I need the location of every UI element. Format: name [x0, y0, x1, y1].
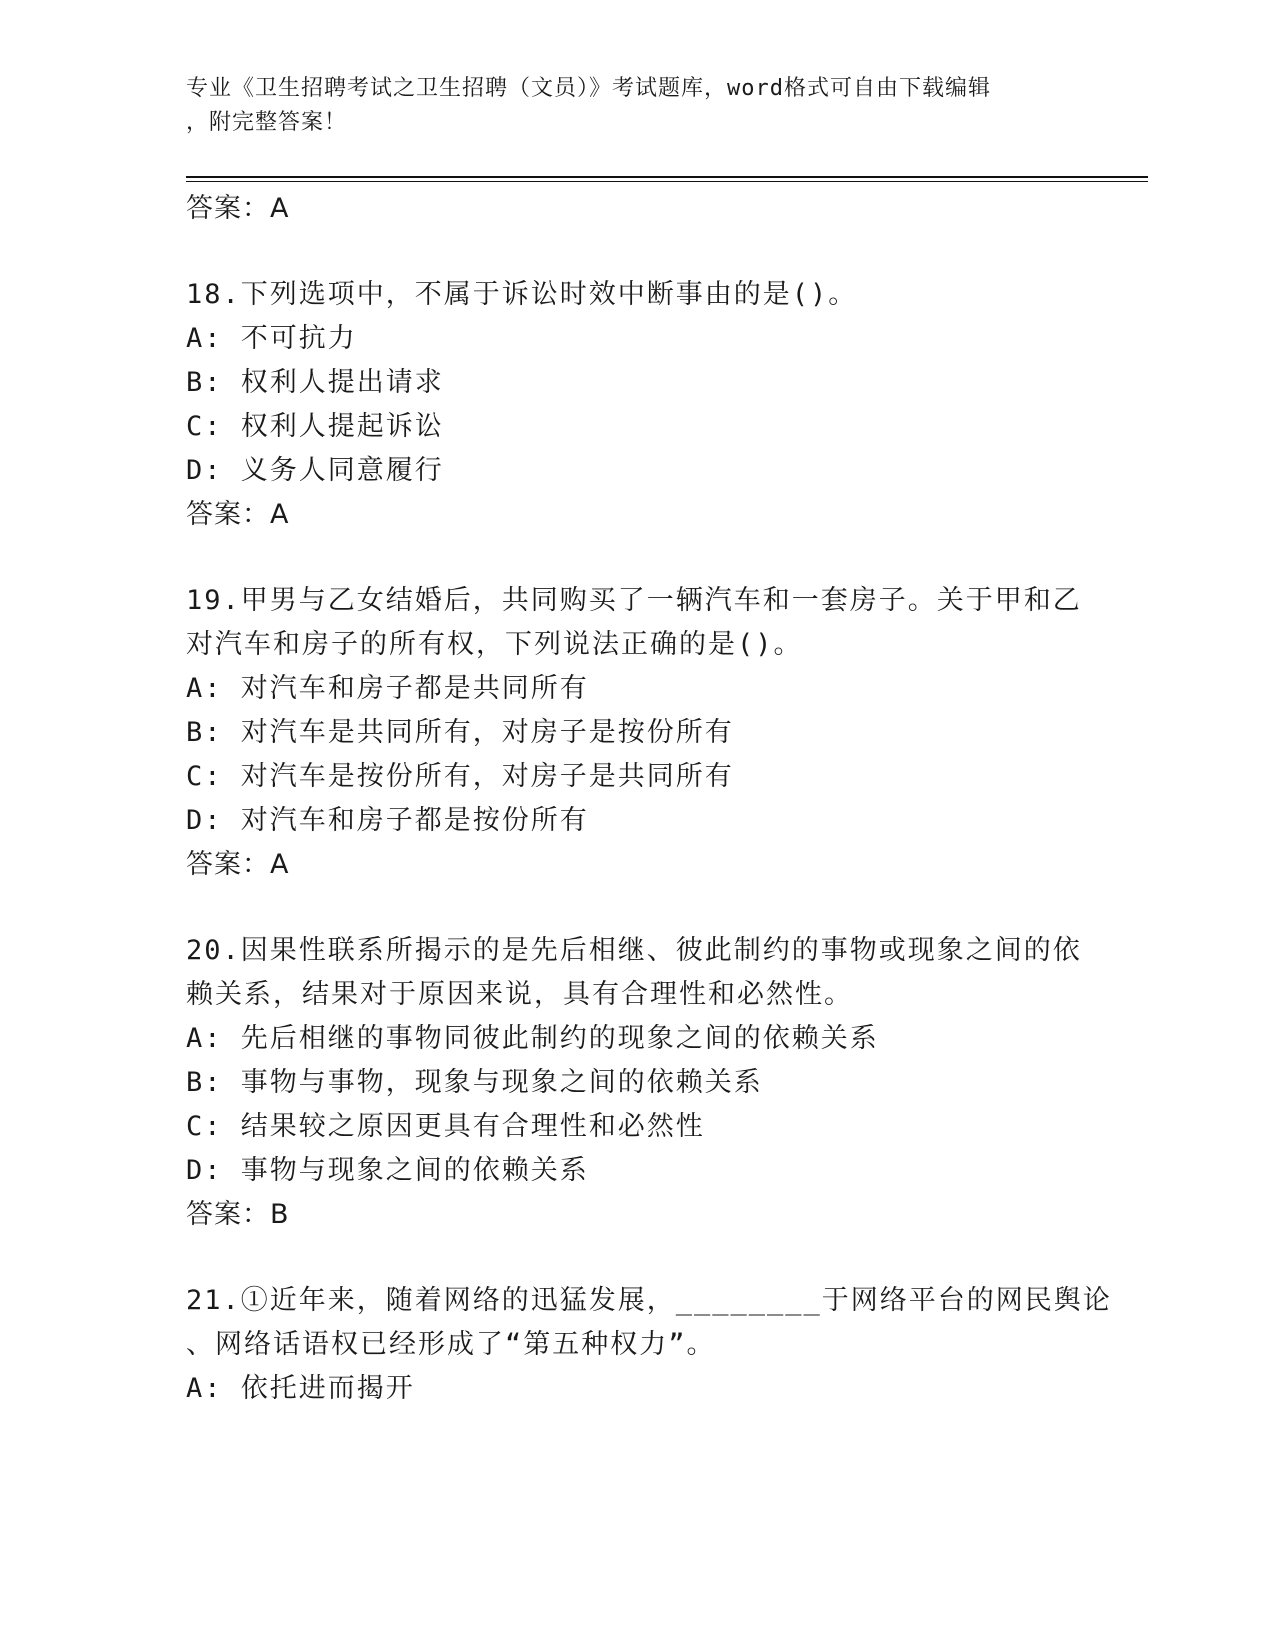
- option-a: A: 先后相继的事物同彼此制约的现象之间的依赖关系: [186, 1023, 879, 1054]
- header-line-1: 专业《卫生招聘考试之卫生招聘（文员）》考试题库，word格式可自由下载编辑: [186, 76, 991, 101]
- answer-line: 答案：A: [186, 849, 290, 880]
- option-c: C: 结果较之原因更具有合理性和必然性: [186, 1111, 705, 1142]
- option-b: B: 事物与事物，现象与现象之间的依赖关系: [186, 1067, 763, 1098]
- question-stem: 对汽车和房子的所有权，下列说法正确的是()。: [186, 629, 803, 660]
- option-d: D: 事物与现象之间的依赖关系: [186, 1155, 589, 1186]
- answer-line: 答案：A: [186, 499, 290, 530]
- question-stem: 19.甲男与乙女结婚后，共同购买了一辆汽车和一套房子。关于甲和乙: [186, 585, 1082, 616]
- option-a: A: 对汽车和房子都是共同所有: [186, 673, 589, 704]
- header-rule-thick: [186, 176, 1148, 178]
- question-stem: 、网络话语权已经形成了“第五种权力”。: [186, 1329, 716, 1360]
- question-stem: 20.因果性联系所揭示的是先后相继、彼此制约的事物或现象之间的依: [186, 935, 1082, 966]
- option-d: D: 义务人同意履行: [186, 455, 444, 486]
- header-line-2: ，附完整答案！: [186, 110, 348, 135]
- question-stem: 21.①近年来，随着网络的迅猛发展，________于网络平台的网民舆论: [186, 1285, 1112, 1316]
- option-b: B: 权利人提出请求: [186, 367, 444, 398]
- document-header: [186, 72, 1066, 140]
- option-b: B: 对汽车是共同所有，对房子是按份所有: [186, 717, 734, 748]
- option-a: A: 依托进而揭开: [186, 1373, 415, 1404]
- answer-line: 答案：B: [186, 1199, 290, 1230]
- option-c: C: 对汽车是按份所有，对房子是共同所有: [186, 761, 734, 792]
- header-rule-thin: [186, 181, 1148, 182]
- option-c: C: 权利人提起诉讼: [186, 411, 444, 442]
- answer-line: 答案：A: [186, 193, 290, 224]
- option-d: D: 对汽车和房子都是按份所有: [186, 805, 589, 836]
- option-a: A: 不可抗力: [186, 323, 357, 354]
- question-stem: 18.下列选项中，不属于诉讼时效中断事由的是()。: [186, 279, 858, 310]
- question-stem: 赖关系，结果对于原因来说，具有合理性和必然性。: [186, 979, 853, 1010]
